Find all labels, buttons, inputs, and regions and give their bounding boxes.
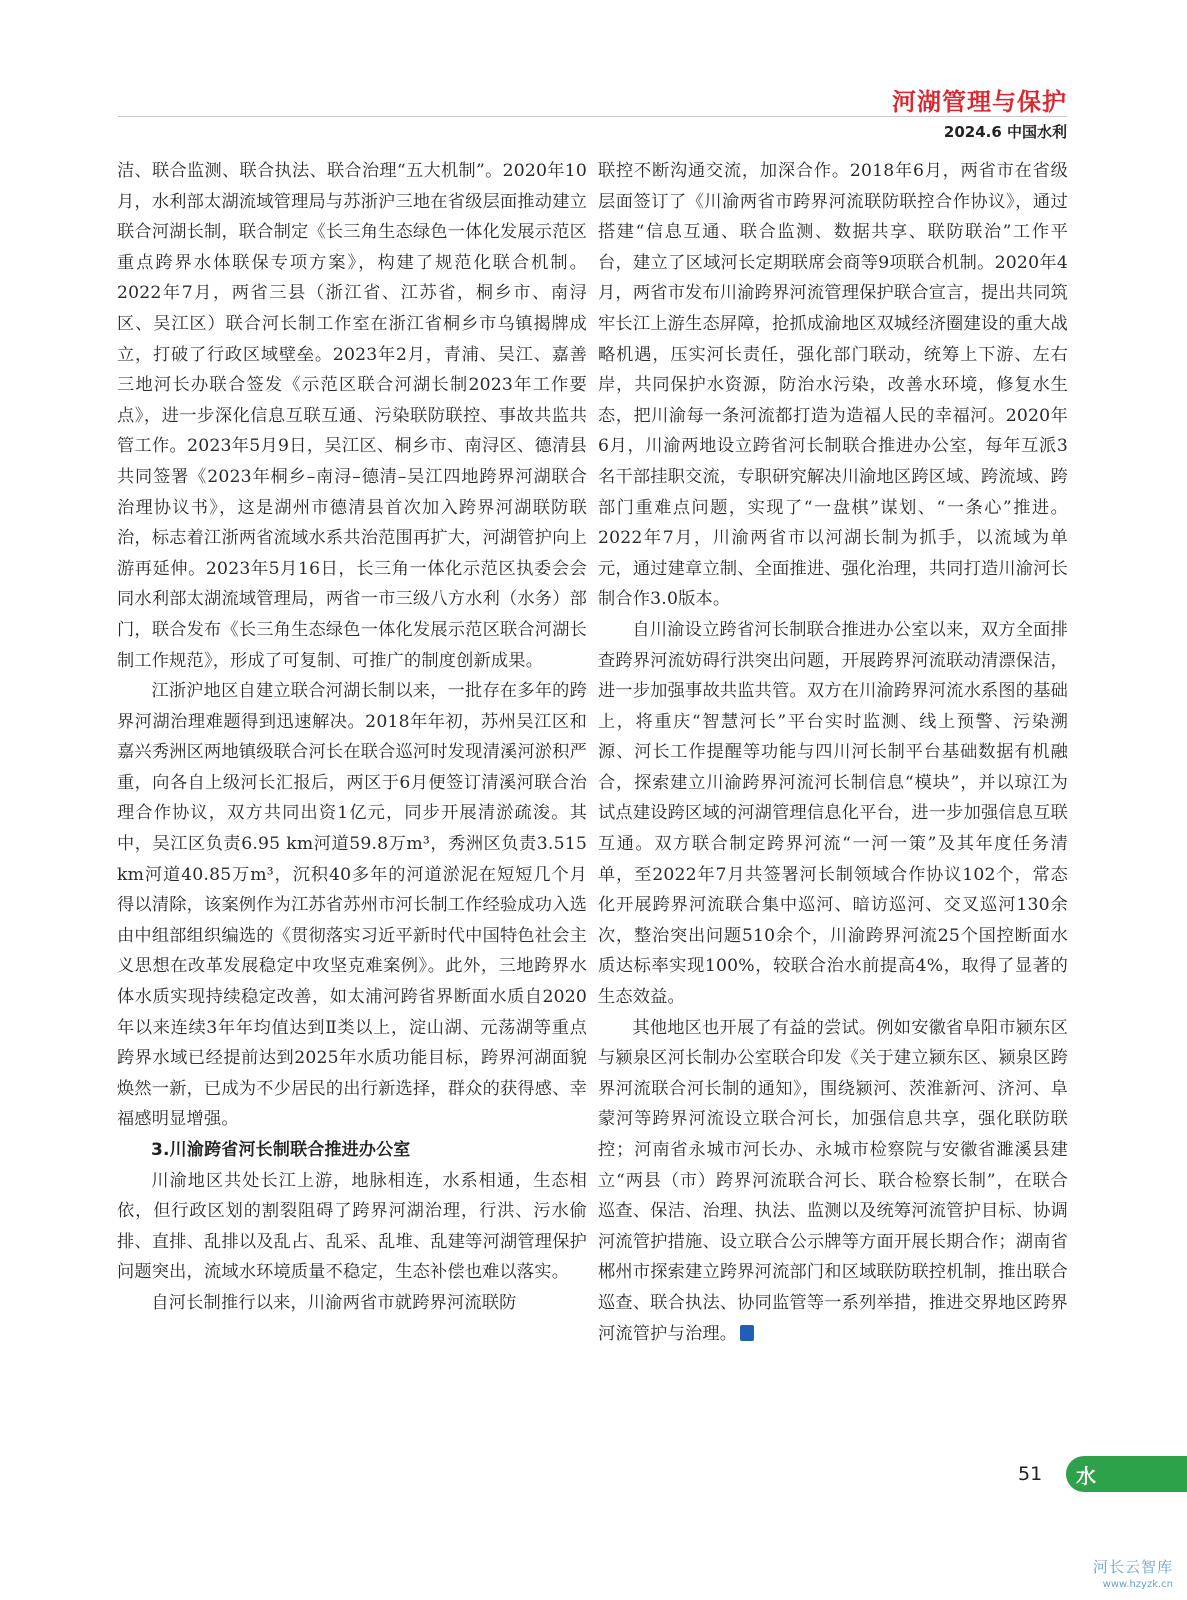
watermark-url: www.hzyzk.cn	[1102, 1579, 1173, 1590]
left-paragraph-2: 江浙沪地区自建立联合河湖长制以来，一批存在多年的跨界河湖治理难题得到迅速解决。2018年年初，苏州吴江区和嘉兴秀洲区两地镇级联合河长在联合巡河时发现清溪河淤积严重，向各自上级河长汇报后，两区于6月便签订清溪河联合治理合作协议，双方共同出资1亿元，同步开展清淤疏浚。其中，吴江区负责6.95 km河道59.8万m³，秀洲区负责3.515 km河道40.85万m³，沉积40多年的河道淤泥在短短几个月得以清除，该案例作为江苏省苏州市河长制工作经验成功入选由中组部组织编选的《贯彻落实习近平新时代中国特色社会主义思想在改革发展稳定中攻坚克难案例》。此外，三地跨界水体水质实现持续稳定改善，如太浦河跨省界断面水质自2020年以来连续3年年均值达到Ⅱ类以上，淀山湖、元荡湖等重点跨界水域已经提前达到2025年水质功能目标，跨界河湖面貌焕然一新，已成为不少居民的出行新选择，群众的获得感、幸福感明显增强。	[117, 681, 587, 1130]
end-of-article-icon	[740, 1325, 754, 1341]
section-tab-label: 水	[1076, 1464, 1096, 1488]
issue-label: 2024.6 中国水利	[943, 123, 1067, 141]
right-paragraph-1: 联控不断沟通交流，加深合作。2018年6月，两省市在省级层面签订了《川渝两省市跨界河流联防联控合作协议》，通过搭建“信息互通、联合监测、数据共享、联防联治”工作平台，建立了区域河长定期联席会商等9项联合机制。2020年4月，两省市发布川渝跨界河流管理保护联合宣言，提出共同筑牢长江上游生态屏障，抢抓成渝地区双城经济圈建设的重大战略机遇，压实河长责任，强化部门联动，统筹上下游、左右岸，共同保护水资源，防治水污染，改善水环境，修复水生态，把川渝每一条河流都打造为造福人民的幸福河。2020年6月，川渝两地设立跨省河长制联合推进办公室，每年互派3名干部挂职交流，专职研究解决川渝地区跨区域、跨流域、跨部门重难点问题，实现了“一盘棋”谋划、“一条心”推进。2022年7月，川渝两省市以河湖长制为抓手，以流域为单元，通过建章立制、全面推进、强化治理，共同打造川渝河长制合作3.0版本。	[598, 161, 1068, 610]
left-paragraph-1: 洁、联合监测、联合执法、联合治理“五大机制”。2020年10月，水利部太湖流域管理局与苏浙沪三地在省级层面推动建立联合河湖长制，联合制定《长三角生态绿色一体化发展示范区重点跨界水体联保专项方案》，构建了规范化联合机制。2022年7月，两省三县（浙江省、江苏省，桐乡市、南浔区、吴江区）联合河长制工作室在浙江省桐乡市乌镇揭牌成立，打破了行政区域壁垒。2023年2月，青浦、吴江、嘉善三地河长办联合签发《示范区联合河湖长制2023年工作要点》，进一步深化信息互联互通、污染联防联控、事故共监共管工作。2023年5月9日，吴江区、桐乡市、南浔区、德清县共同签署《2023年桐乡–南浔–德清–吴江四地跨界河湖联合治理协议书》，这是湖州市德清县首次加入跨界河湖联防联治，标志着江浙两省流域水系共治范围再扩大，河湖管护向上游再延伸。2023年5月16日，长三角一体化示范区执委会会同水利部太湖流域管理局，两省一市三级八方水利（水务）部门，联合发布《长三角生态绿色一体化发展示范区联合河湖长制工作规范》，形成了可复制、可推广的制度创新成果。	[117, 161, 587, 671]
section-heading: 3.川渝跨省河长制联合推进办公室	[151, 1140, 411, 1160]
section-tab	[1066, 1456, 1187, 1492]
left-column	[117, 156, 587, 1319]
left-paragraph-3: 川渝地区共处长江上游，地脉相连，水系相通，生态相依，但行政区划的割裂阻碍了跨界河湖治理，行洪、污水偷排、直排、乱排以及乱占、乱采、乱堆、乱建等河湖管理保护问题突出，流域水环境质量不稳定，生态补偿也难以落实。	[117, 1170, 587, 1283]
left-paragraph-4: 自河长制推行以来，川渝两省市就跨界河流联防	[151, 1292, 517, 1313]
right-column	[598, 156, 1068, 1349]
right-paragraph-3	[598, 1013, 1068, 1350]
section-title: 河湖管理与保护	[892, 88, 1067, 116]
header-divider	[118, 116, 1067, 117]
right-paragraph-3-text: 其他地区也开展了有益的尝试。例如安徽省阜阳市颍东区与颍泉区河长制办公室联合印发《关于建立颍东区、颍泉区跨界河流联合河长制的通知》，围绕颍河、茨淮新河、济河、阜蒙河等跨界河流设立联合河长，加强信息共享，强化联防联控；河南省永城市河长办、永城市检察院与安徽省濉溪县建立“两县（市）跨界河流联合河长、联合检察长制”，在联合巡查、保洁、治理、执法、监测以及统筹河流管护目标、协调河流管护措施、设立联合公示牌等方面开展长期合作；湖南省郴州市探索建立跨界河流部门和区域联防联控机制，推出联合巡查、联合执法、协同监管等一系列举措，推进交界地区跨界河流管护与治理。	[598, 1017, 1068, 1344]
page-number: 51	[1018, 1463, 1043, 1485]
right-paragraph-2: 自川渝设立跨省河长制联合推进办公室以来，双方全面排查跨界河流妨碍行洪突出问题，开展跨界河流联动清漂保洁，进一步加强事故共监共管。双方在川渝跨界河流水系图的基础上，将重庆“智慧河长”平台实时监测、线上预警、污染溯源、河长工作提醒等功能与四川河长制平台基础数据有机融合，探索建立川渝跨界河流河长制信息“模块”，并以琼江为试点建设跨区域的河湖管理信息化平台，进一步加强信息互联互通。双方联合制定跨界河流“一河一策”及其年度任务清单，至2022年7月共签署河长制领域合作协议102个，常态化开展跨界河流联合集中巡河、暗访巡河、交叉巡河130余次，整治突出问题510余个，川渝跨界河流25个国控断面水质达标率实现100%，较联合治水前提高4%，取得了显著的生态效益。	[598, 619, 1068, 1008]
watermark-logo: 河长云智库	[1092, 1558, 1173, 1576]
